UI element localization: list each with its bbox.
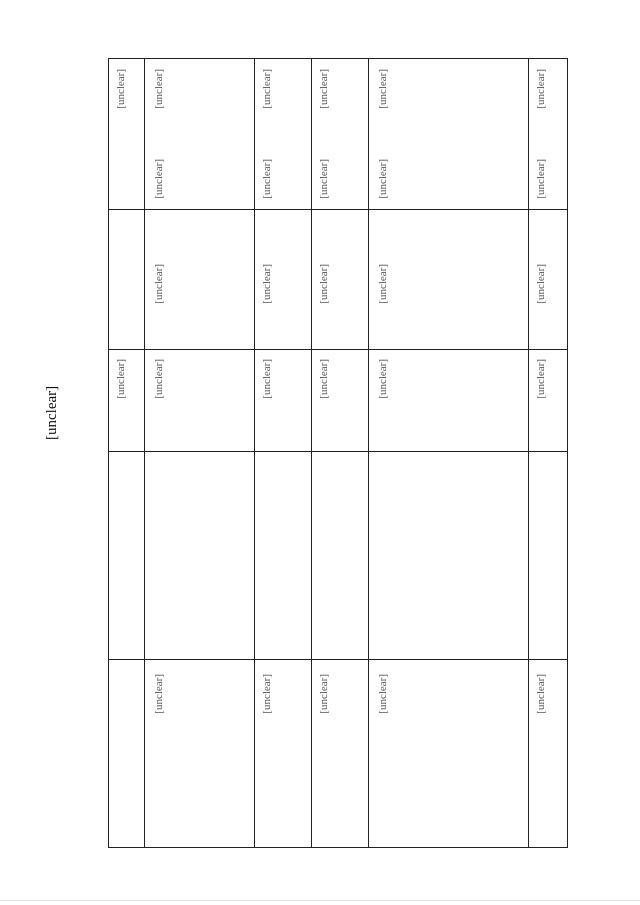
row-code: [unclear] <box>153 674 165 714</box>
table-row <box>312 59 369 847</box>
row-code: [unclear] <box>318 674 330 714</box>
row-value-3: [unclear] <box>318 69 330 109</box>
page-number: [unclear] <box>44 385 60 440</box>
row-value-2: [unclear] <box>377 159 389 199</box>
row-value-2: [unclear] <box>318 159 330 199</box>
row-name: [unclear] <box>535 359 547 399</box>
table-row <box>145 59 255 847</box>
table-row <box>109 59 145 847</box>
row-value-3: [unclear] <box>261 69 273 109</box>
row-value-2: [unclear] <box>535 159 547 199</box>
budget-table <box>108 58 568 848</box>
row-value-3: [unclear] <box>115 69 127 109</box>
row-value-1: [unclear] <box>318 264 330 304</box>
row-name: [unclear] <box>377 359 389 399</box>
row-value-1: [unclear] <box>377 264 389 304</box>
row-value-2: [unclear] <box>153 159 165 199</box>
row-name: [unclear] <box>115 359 127 399</box>
row-code: [unclear] <box>535 674 547 714</box>
row-value-3: [unclear] <box>377 69 389 109</box>
row-value-3: [unclear] <box>535 69 547 109</box>
table-row <box>529 59 569 847</box>
page-edge <box>0 900 640 901</box>
row-value-3: [unclear] <box>153 69 165 109</box>
table-row <box>369 59 529 847</box>
row-value-1: [unclear] <box>535 264 547 304</box>
row-code: [unclear] <box>377 674 389 714</box>
row-name: [unclear] <box>261 359 273 399</box>
row-value-2: [unclear] <box>261 159 273 199</box>
row-name: [unclear] <box>318 359 330 399</box>
row-code: [unclear] <box>261 674 273 714</box>
row-name: [unclear] <box>153 359 165 399</box>
table-row <box>255 59 312 847</box>
row-value-1: [unclear] <box>261 264 273 304</box>
row-value-1: [unclear] <box>153 264 165 304</box>
